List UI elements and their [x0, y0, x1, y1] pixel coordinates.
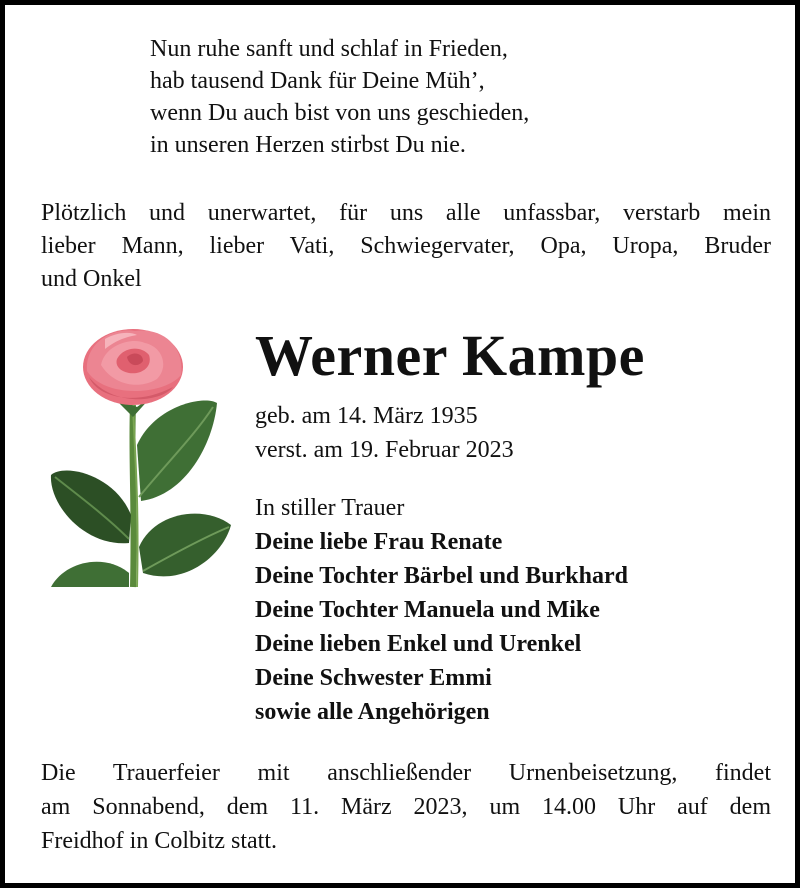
mourner-line: Deine Tochter Bärbel und Burkhard [255, 563, 628, 589]
life-dates [255, 399, 514, 467]
deceased-name: Werner Kampe [255, 323, 645, 388]
intro-text [41, 197, 771, 296]
mourner-line: Deine Schwester Emmi [255, 665, 492, 691]
funeral-notice [41, 756, 771, 858]
intro-line: und Onkel [41, 266, 142, 292]
mourners-heading: In stiller Trauer [255, 495, 405, 521]
funeral-line: am Sonnabend, dem 11. März 2023, um 14.00 Uhr auf dem [41, 794, 771, 820]
birth-date: geb. am 14. März 1935 [255, 403, 478, 429]
funeral-line: Freidhof in Colbitz statt. [41, 828, 277, 854]
poem-line: wenn Du auch bist von uns geschieden, [150, 100, 530, 126]
poem-line: in unseren Herzen stirbst Du nie. [150, 132, 466, 158]
poem-line: hab tausend Dank für Deine Müh’, [150, 68, 485, 94]
poem-line: Nun ruhe sanft und schlaf in Frieden, [150, 36, 508, 62]
death-date: verst. am 19. Februar 2023 [255, 437, 514, 463]
mourner-line: Deine lieben Enkel und Urenkel [255, 631, 582, 657]
intro-line: lieber Mann, lieber Vati, Schwiegervater, Opa, Uropa, Bruder [41, 233, 771, 259]
rose-icon [45, 325, 235, 593]
intro-line: Plötzlich und unerwartet, für uns alle unfassbar, verstarb mein [41, 200, 771, 226]
poem [150, 33, 529, 161]
funeral-line: Die Trauerfeier mit anschließender Urnenbeisetzung, findet [41, 760, 771, 786]
mourner-line: sowie alle Angehörigen [255, 699, 490, 725]
mourners [255, 491, 628, 729]
mourner-line: Deine liebe Frau Renate [255, 529, 503, 555]
mourner-line: Deine Tochter Manuela und Mike [255, 597, 600, 623]
